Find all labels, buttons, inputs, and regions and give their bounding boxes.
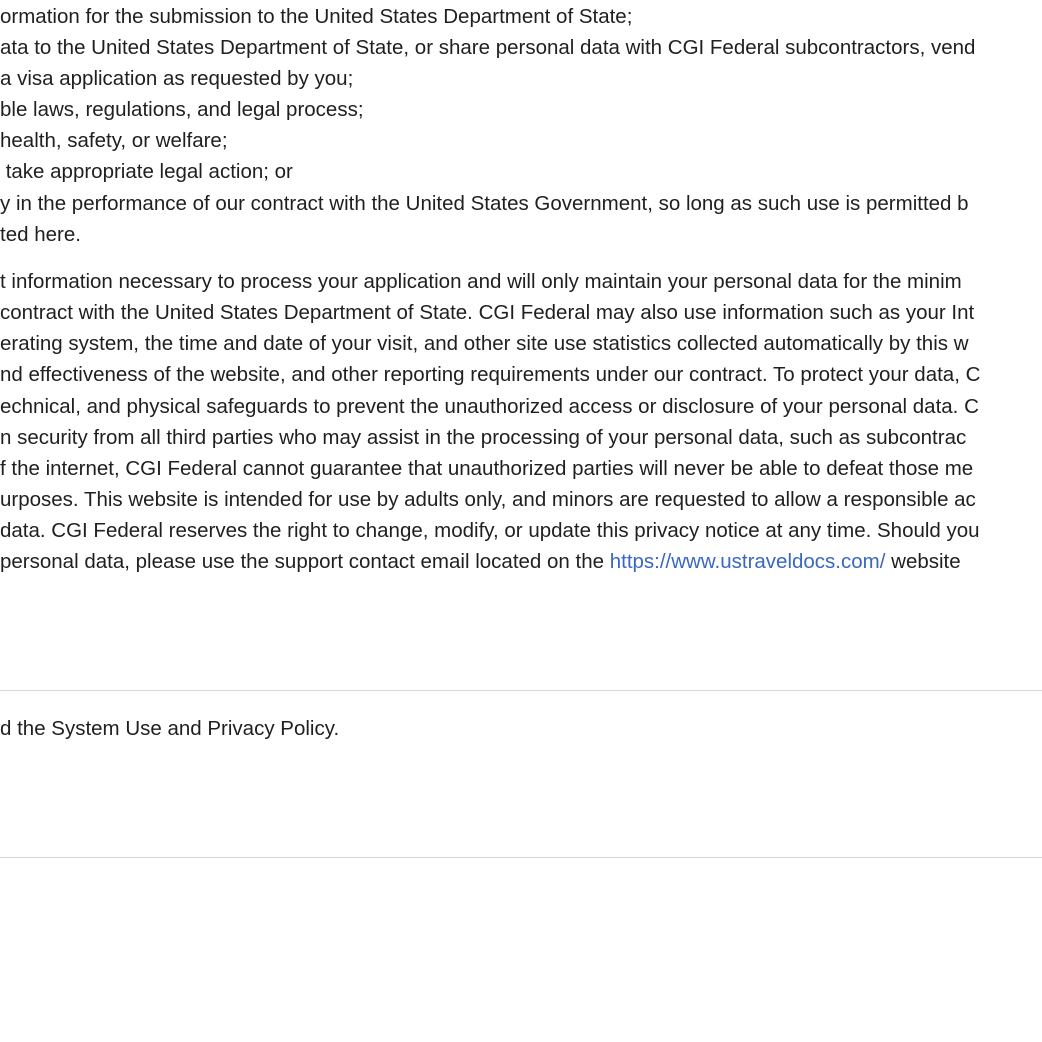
- list-item: take appropriate legal action; or: [0, 160, 293, 183]
- paragraph-line: contract with the United States Department of State. CGI Federal may also use information such as your Int: [0, 301, 975, 324]
- paragraph-line: data. CGI Federal reserves the right to change, modify, or update this privacy notice at any time. Should you: [0, 519, 980, 542]
- paragraph-line: erating system, the time and date of your visit, and other site use statistics collected automatically by this w: [0, 332, 969, 355]
- acknowledgement-label[interactable]: d the System Use and Privacy Policy.: [0, 717, 340, 740]
- list-item: ble laws, regulations, and legal process;: [0, 98, 364, 121]
- last-line-prefix: personal data, please use the support contact email located on the: [0, 550, 610, 573]
- paragraph-line: nd effectiveness of the website, and other reporting requirements under our contract. To protect your data, C: [0, 363, 981, 386]
- list-item: ormation for the submission to the United States Department of State;: [0, 5, 633, 28]
- list-item: a visa application as requested by you;: [0, 67, 354, 90]
- paragraph-line: f the internet, CGI Federal cannot guarantee that unauthorized parties will never be able to defeat those me: [0, 457, 974, 480]
- paragraph-line: n security from all third parties who may assist in the processing of your personal data, such as subcontrac: [0, 426, 967, 449]
- paragraph-last-line: [0, 546, 961, 577]
- paragraph-line: urposes. This website is intended for use by adults only, and minors are requested to allow a responsible ac: [0, 488, 976, 511]
- list-item: ata to the United States Department of State, or share personal data with CGI Federal subcontractors, vend: [0, 36, 976, 59]
- list-item: ted here.: [0, 223, 81, 246]
- last-line-suffix: website: [885, 550, 961, 573]
- paragraph-line: t information necessary to process your application and will only maintain your personal data for the minim: [0, 270, 962, 293]
- ustraveldocs-link[interactable]: https://www.ustraveldocs.com/: [609, 550, 886, 573]
- section-divider-top: [0, 690, 1042, 691]
- list-item: y in the performance of our contract with the United States Government, so long as such use is permitted b: [0, 192, 969, 215]
- section-divider-bottom: [0, 857, 1042, 858]
- list-item: health, safety, or welfare;: [0, 129, 228, 152]
- paragraph-line: echnical, and physical safeguards to prevent the unauthorized access or disclosure of your personal data. C: [0, 395, 979, 418]
